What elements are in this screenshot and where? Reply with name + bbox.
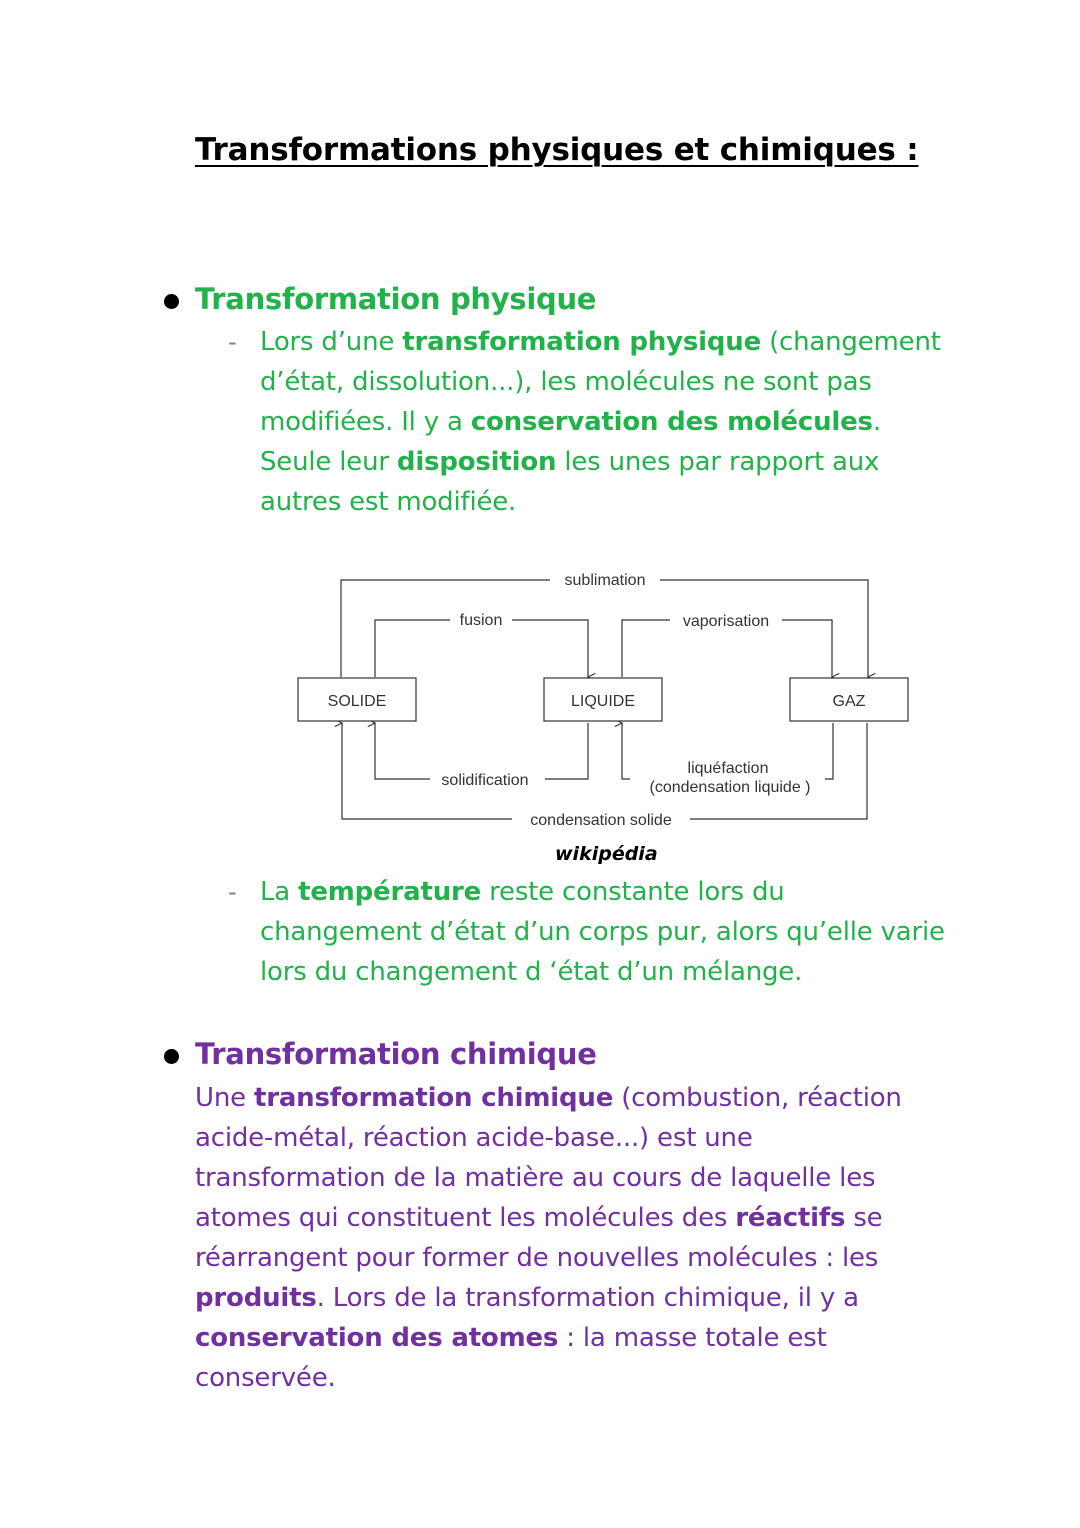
bold-term: réactifs [735, 1203, 846, 1233]
bold-term: conservation des atomes [195, 1323, 559, 1353]
label-condensation-solide: condensation solide [530, 812, 672, 829]
page-title: Transformations physiques et chimiques : [195, 132, 919, 168]
paragraph-physique-1 [260, 322, 960, 522]
text: La [260, 877, 299, 907]
bold-term: transformation chimique [253, 1083, 614, 1113]
bold-term: température [298, 877, 482, 907]
bullet-chimique [164, 1049, 179, 1064]
text: Lors d’une [260, 327, 403, 357]
sublimation-line [341, 580, 868, 677]
label-liquefaction: liquéfaction [687, 760, 769, 777]
state-solide: SOLIDE [327, 693, 387, 710]
bold-term: disposition [396, 447, 557, 477]
text: . Lors de la transformation chimique, il y a [316, 1283, 859, 1313]
bold-term: transformation physique [402, 327, 762, 357]
text: Une [195, 1083, 254, 1113]
label-vaporisation: vaporisation [682, 613, 770, 630]
dash-marker: - [228, 878, 237, 906]
text: les unes par rapport aux autres est modifiée. [260, 447, 880, 517]
heading-transformation-chimique: Transformation chimique [195, 1037, 597, 1071]
text: : la masse totale est conservée. [195, 1323, 827, 1393]
label-fusion: fusion [459, 612, 503, 629]
bold-term: conservation des molécules [470, 407, 873, 437]
bold-term: produits [195, 1283, 317, 1313]
text: se réarrangent pour former de nouvelles molécules : les [195, 1203, 883, 1273]
condensation-solide-line [342, 723, 867, 819]
text: . Seule leur [260, 407, 881, 477]
heading-transformation-physique: Transformation physique [195, 282, 597, 316]
label-liquefaction-sub: (condensation liquide ) [649, 779, 811, 796]
paragraph-physique-2 [260, 872, 950, 992]
state-liquide: LIQUIDE [570, 693, 636, 710]
label-solidification: solidification [441, 772, 529, 789]
state-gaz: GAZ [832, 693, 866, 710]
text: (combustion, réaction acide-métal, réaction acide-base...) est une transformation de la matière au cours de laquelle les atomes qui constituent les molécules des [195, 1083, 902, 1233]
text: reste constante lors du changement d’état d’un corps pur, alors qu’elle varie lors du changement d ‘état d’un mélange. [260, 877, 945, 987]
paragraph-chimique [195, 1078, 925, 1398]
image-credit: wikipédia [555, 843, 658, 865]
solidification-line [375, 723, 588, 779]
text: (changement d’état, dissolution...), les molécules ne sont pas modifiées. Il y a [260, 327, 941, 437]
state-change-diagram [280, 560, 920, 835]
label-sublimation: sublimation [564, 572, 646, 589]
dash-marker: - [228, 328, 237, 356]
bullet-physique [164, 294, 179, 309]
